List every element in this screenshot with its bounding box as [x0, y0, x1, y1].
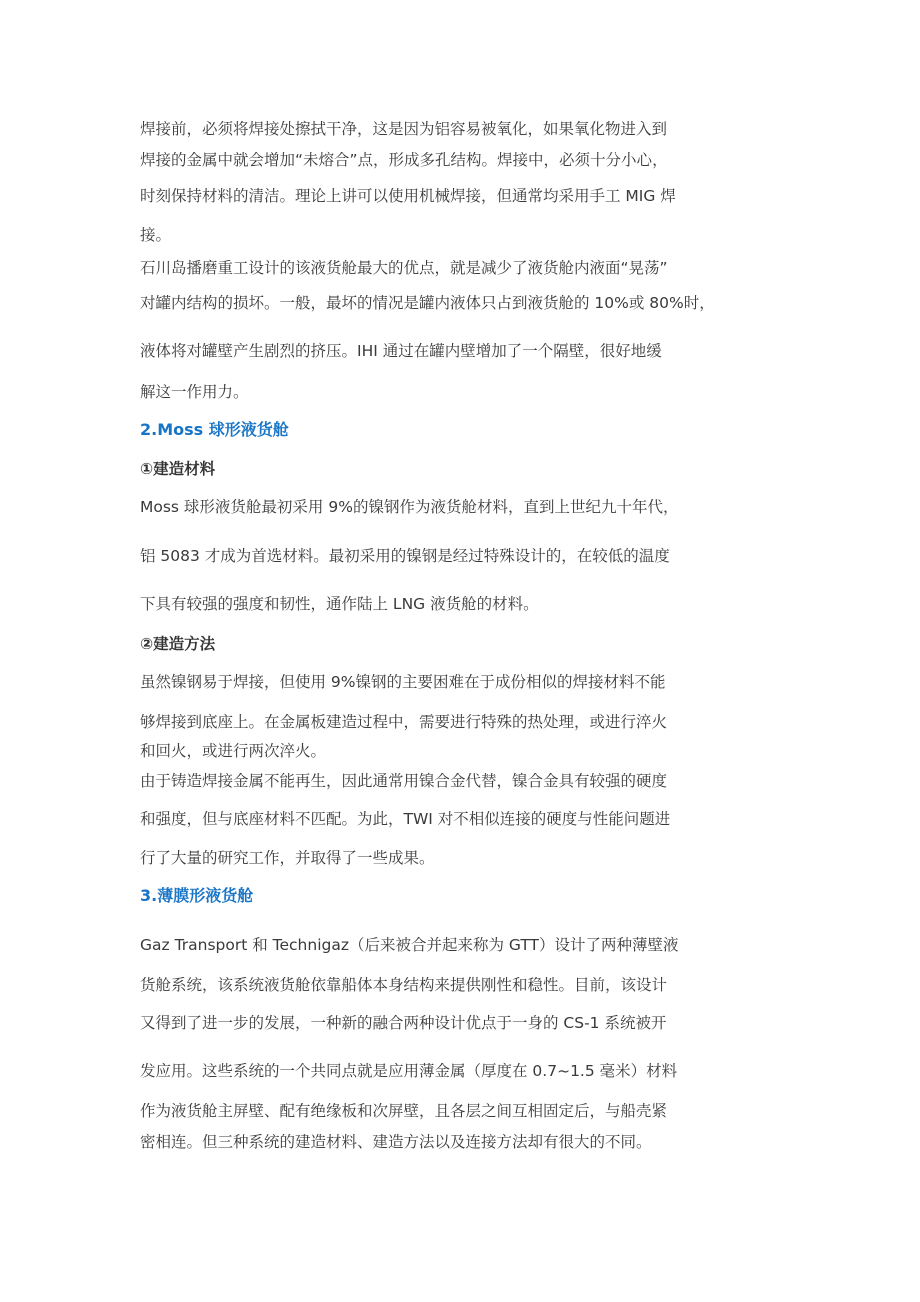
paragraph-line: 虽然镍钢易于焊接，但使用 9%镍钢的主要困难在于成份相似的焊接材料不能 [140, 673, 666, 691]
paragraph-line: 铝 5083 才成为首选材料。最初采用的镍钢是经过特殊设计的，在较低的温度 [140, 547, 670, 565]
paragraph-line: 焊接的金属中就会增加“未熔合”点，形成多孔结构。焊接中，必须十分小心， [140, 151, 668, 169]
paragraph-line: 对罐内结构的损坏。一般，最坏的情况是罐内液体只占到液货舱的 10%或 80%时， [140, 294, 715, 312]
paragraph-line: 下具有较强的强度和韧性，通作陆上 LNG 液货舱的材料。 [140, 595, 539, 613]
paragraph-line: Gaz Transport 和 Technigaz（后来被合并起来称为 GTT）设计了两种薄壁液 [140, 936, 679, 954]
paragraph-line: 够焊接到底座上。在金属板建造过程中，需要进行特殊的热处理，或进行淬火 [140, 713, 668, 731]
paragraph-line: 时刻保持材料的清洁。理论上讲可以使用机械焊接，但通常均采用手工 MIG 焊 [140, 187, 676, 205]
paragraph-line: Moss 球形液货舱最初采用 9%的镍钢作为液货舱材料，直到上世纪九十年代， [140, 498, 679, 516]
paragraph-line: 液体将对罐壁产生剧烈的挤压。IHI 通过在罐内壁增加了一个隔壁，很好地缓 [140, 342, 662, 360]
section-heading-moss: 2.Moss 球形液货舱 [140, 420, 289, 439]
paragraph-line: 由于铸造焊接金属不能再生，因此通常用镍合金代替，镍合金具有较强的硬度 [140, 772, 668, 790]
paragraph-line: 行了大量的研究工作，并取得了一些成果。 [140, 849, 435, 867]
subheading-method: ②建造方法 [140, 635, 216, 653]
paragraph-line: 作为液货舱主屏壁、配有绝缘板和次屏壁，且各层之间互相固定后，与船壳紧 [140, 1102, 668, 1120]
subheading-materials: ①建造材料 [140, 460, 216, 478]
paragraph-line: 和回火，或进行两次淬火。 [140, 742, 327, 760]
paragraph-line: 石川岛播磨重工设计的该液货舱最大的优点，就是减少了液货舱内液面“晃荡” [140, 259, 668, 277]
paragraph-line: 又得到了进一步的发展，一种新的融合两种设计优点于一身的 CS-1 系统被开 [140, 1014, 667, 1032]
paragraph-line: 和强度，但与底座材料不匹配。为此，TWI 对不相似连接的硬度与性能问题进 [140, 810, 671, 828]
paragraph-line: 货舱系统，该系统液货舱依靠船体本身结构来提供刚性和稳性。目前，该设计 [140, 976, 668, 994]
paragraph-line: 解这一作用力。 [140, 383, 249, 401]
section-heading-membrane: 3.薄膜形液货舱 [140, 886, 254, 905]
paragraph-line: 密相连。但三种系统的建造材料、建造方法以及连接方法却有很大的不同。 [140, 1133, 652, 1151]
paragraph-line: 焊接前，必须将焊接处擦拭干净，这是因为铝容易被氧化，如果氧化物进入到 [140, 120, 668, 138]
paragraph-line: 发应用。这些系统的一个共同点就是应用薄金属（厚度在 0.7~1.5 毫米）材料 [140, 1062, 678, 1080]
paragraph-line: 接。 [140, 226, 172, 244]
